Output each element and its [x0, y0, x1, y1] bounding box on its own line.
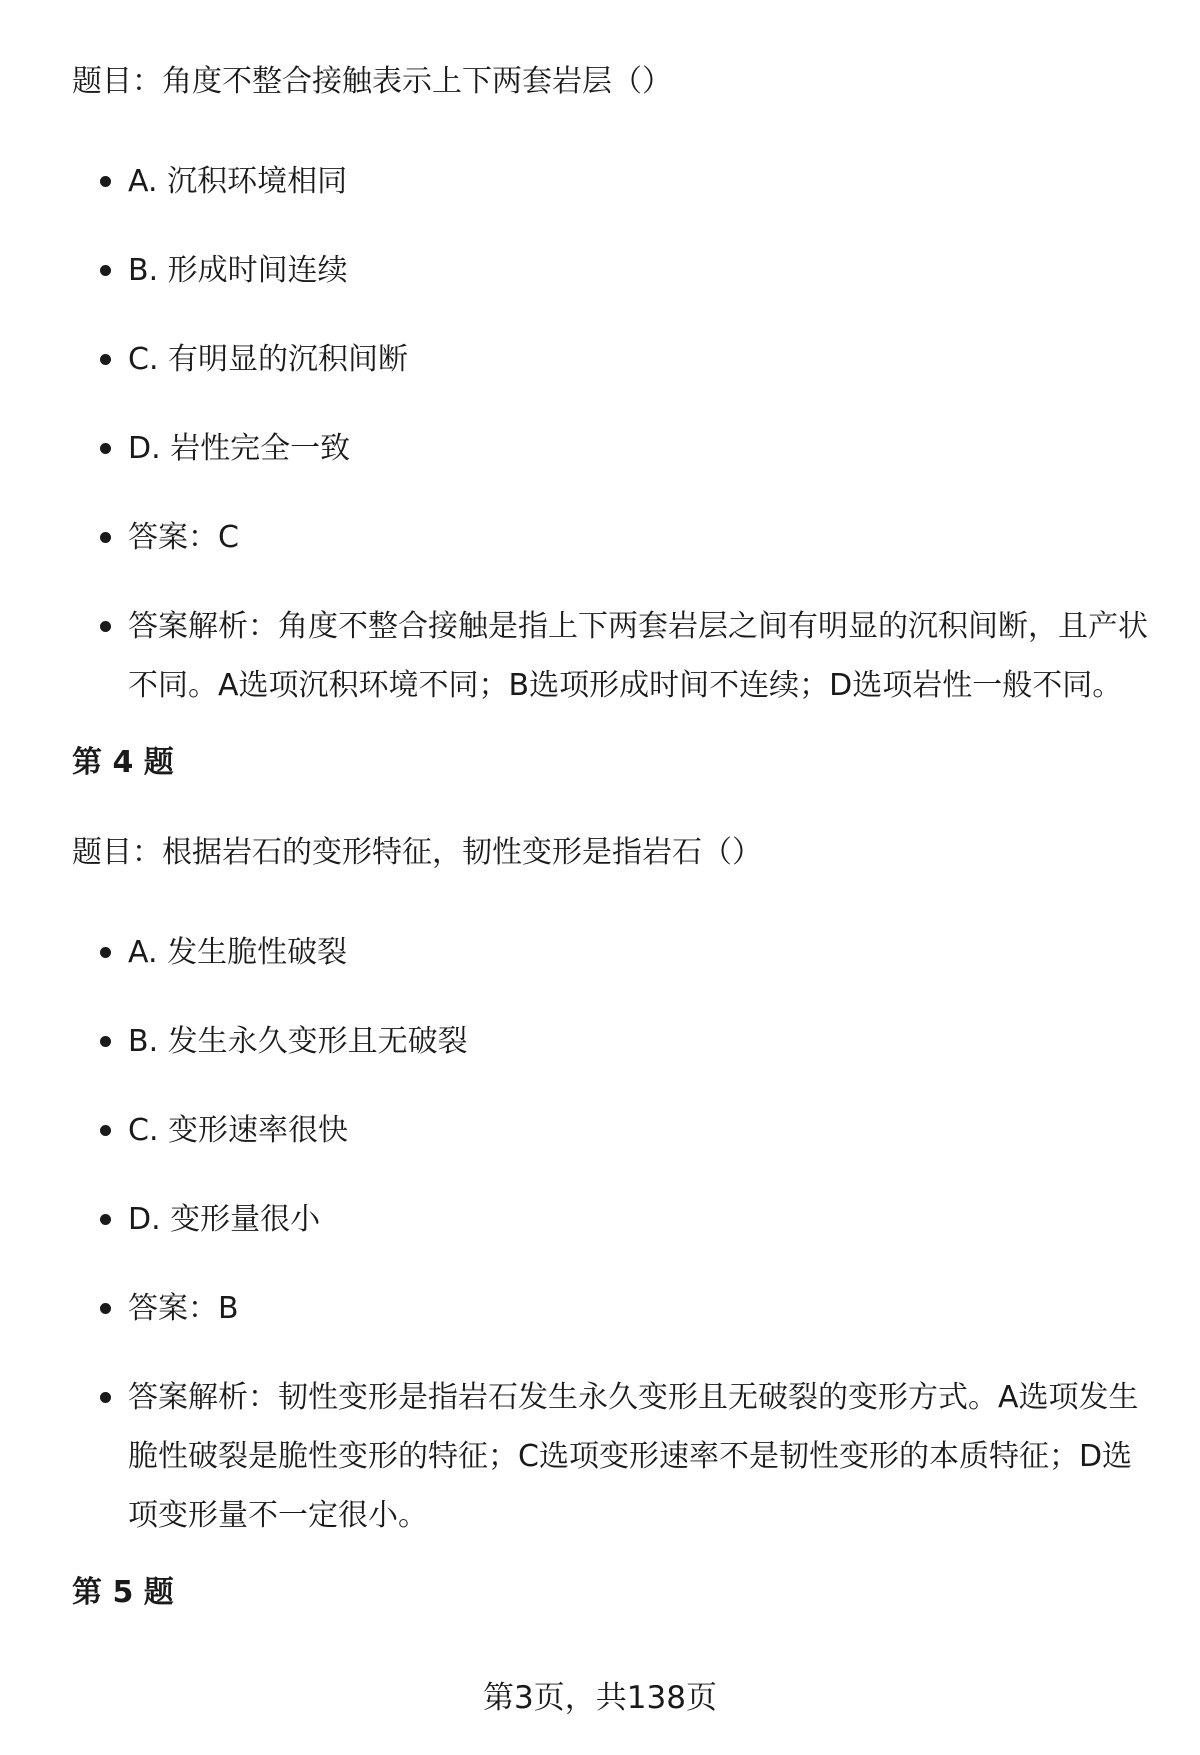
- page-number-footer: 第3页，共138页: [483, 1680, 717, 1716]
- question-3-option-d: D. 岩性完全一致: [72, 419, 1152, 478]
- question-3-option-b: B. 形成时间连续: [72, 241, 1152, 300]
- question-3-option-a: A. 沉积环境相同: [72, 152, 1152, 211]
- question-4-analysis: 答案解析：韧性变形是指岩石发生永久变形且无破裂的变形方式。A选项发生脆性破裂是脆性变形的特征；C选项变形速率不是韧性变形的本质特征；D选项变形量不一定很小。: [72, 1368, 1152, 1545]
- question-3-option-c: C. 有明显的沉积间断: [72, 330, 1152, 389]
- question-5-heading: 第 5 题: [72, 1575, 174, 1610]
- question-4-option-b: B. 发生永久变形且无破裂: [72, 1012, 1152, 1071]
- question-4-stem: 题目：根据岩石的变形特征，韧性变形是指岩石（）: [72, 835, 762, 870]
- question-4-option-a: A. 发生脆性破裂: [72, 923, 1152, 982]
- question-4-option-d: D. 变形量很小: [72, 1190, 1152, 1249]
- question-3-options: [72, 152, 1152, 715]
- question-4-answer: 答案：B: [72, 1279, 1152, 1338]
- question-4-option-c: C. 变形速率很快: [72, 1101, 1152, 1160]
- question-3-analysis: 答案解析：角度不整合接触是指上下两套岩层之间有明显的沉积间断，且产状不同。A选项沉积环境不同；B选项形成时间不连续；D选项岩性一般不同。: [72, 597, 1152, 715]
- question-3-answer: 答案：C: [72, 508, 1152, 567]
- question-4-options: [72, 923, 1152, 1545]
- question-3-stem: 题目：角度不整合接触表示上下两套岩层（）: [72, 64, 672, 99]
- question-4-heading: 第 4 题: [72, 745, 174, 780]
- page-content: [72, 62, 1152, 1663]
